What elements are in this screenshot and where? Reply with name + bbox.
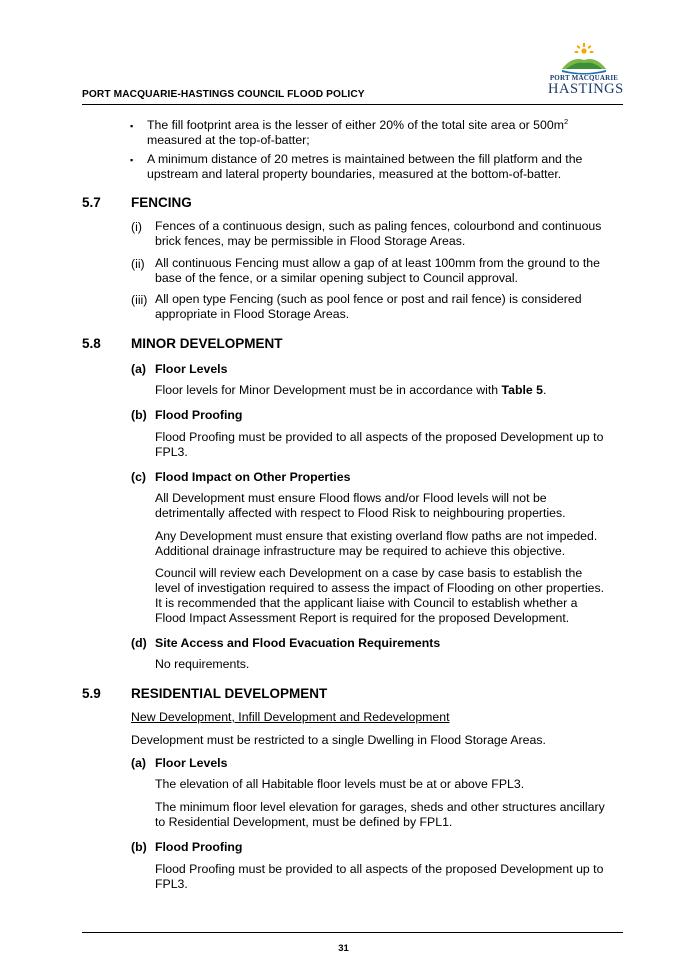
council-logo bbox=[548, 42, 624, 100]
paragraph: FPL3. bbox=[155, 877, 188, 891]
section-number: 5.9 bbox=[82, 686, 101, 701]
paragraph: Flood Proofing must be provided to all aspects of the proposed Development up to bbox=[155, 862, 604, 876]
subsection-heading: Flood Impact on Other Properties bbox=[155, 470, 351, 484]
page-number: 31 bbox=[338, 943, 349, 954]
paragraph: Development must be restricted to a single Dwelling in Flood Storage Areas. bbox=[131, 733, 546, 747]
list-text: All continuous Fencing must allow a gap of at least 100mm from the ground to the bbox=[155, 256, 600, 270]
header-divider bbox=[82, 104, 623, 105]
list-marker: (ii) bbox=[131, 257, 145, 271]
paragraph: detrimentally affected with respect to Flood Risk to neighbouring properties. bbox=[155, 506, 566, 520]
bullet-line: A minimum distance of 20 metres is maintained between the fill platform and the bbox=[147, 152, 583, 166]
paragraph: All Development must ensure Flood flows and/or Flood levels will not be bbox=[155, 491, 547, 505]
section-heading: RESIDENTIAL DEVELOPMENT bbox=[131, 686, 328, 701]
bullet-line: upstream and lateral property boundaries, measured at the bottom-of-batter. bbox=[147, 167, 562, 181]
paragraph: FPL3. bbox=[155, 445, 188, 459]
subsection-heading: Flood Proofing bbox=[155, 840, 243, 854]
list-marker: (iii) bbox=[131, 293, 148, 307]
bullet-line: The fill footprint area is the lesser of either 20% of the total site area or $500m^2$ bbox=[147, 116, 569, 132]
paragraph: Council will review each Development on a case by case basis to establish the bbox=[155, 566, 583, 580]
subsection-marker: (a) bbox=[131, 756, 147, 770]
section-heading: MINOR DEVELOPMENT bbox=[131, 336, 283, 351]
paragraph: No requirements. bbox=[155, 657, 250, 671]
list-text: Fences of a continuous design, such as paling fences, colourbond and continuous bbox=[155, 219, 602, 233]
list-text: All open type Fencing (such as pool fence or post and rail fence) is considered bbox=[155, 292, 582, 306]
bullet-line: measured at the top-of-batter; bbox=[147, 133, 310, 147]
paragraph: Floor levels for Minor Development must be in accordance with Table 5. bbox=[155, 383, 547, 397]
paragraph: level of investigation required to assess the impact of Flooding on other properties. bbox=[155, 581, 605, 595]
list-text: base of the fence, or a similar opening subject to Council approval. bbox=[155, 271, 518, 285]
section-heading: FENCING bbox=[131, 195, 192, 210]
paragraph: It is recommended that the applicant liaise with Council to establish whether a bbox=[155, 596, 578, 610]
list-text: appropriate in Flood Storage Areas. bbox=[155, 307, 350, 321]
subsection-heading: Floor Levels bbox=[155, 756, 228, 770]
subsection-heading: Flood Proofing bbox=[155, 408, 243, 422]
paragraph: Flood Proofing must be provided to all aspects of the proposed Development up to bbox=[155, 430, 604, 444]
subsection-heading: Site Access and Flood Evacuation Requirements bbox=[155, 636, 441, 650]
logo-text-top: PORT MACQUARIE bbox=[549, 74, 619, 82]
list-text: brick fences, may be permissible in Flood Storage Areas. bbox=[155, 234, 466, 248]
paragraph: Additional drainage infrastructure may be required to achieve this objective. bbox=[155, 544, 566, 558]
paragraph: to Residential Development, must be defined by FPL1. bbox=[155, 815, 453, 829]
footer-divider bbox=[82, 932, 623, 933]
paragraph: Flood Impact Assessment Report is required for the proposed Development. bbox=[155, 611, 570, 625]
subsection-marker: (b) bbox=[131, 840, 147, 854]
paragraph: The elevation of all Habitable floor levels must be at or above FPL3. bbox=[155, 777, 525, 791]
section-subtitle: New Development, Infill Development and Redevelopment bbox=[131, 710, 450, 724]
list-marker: (i) bbox=[131, 220, 142, 234]
subsection-marker: (d) bbox=[131, 636, 147, 650]
bullet-icon: ▪ bbox=[130, 121, 134, 131]
subsection-heading: Floor Levels bbox=[155, 362, 228, 376]
paragraph: The minimum floor level elevation for garages, sheds and other structures ancillary bbox=[155, 800, 605, 814]
section-number: 5.8 bbox=[82, 336, 101, 351]
paragraph: Any Development must ensure that existing overland flow paths are not impeded. bbox=[155, 529, 598, 543]
subsection-marker: (a) bbox=[131, 362, 147, 376]
document-title: PORT MACQUARIE-HASTINGS COUNCIL FLOOD POLICY bbox=[82, 89, 365, 100]
section-number: 5.7 bbox=[82, 195, 101, 210]
subsection-marker: (b) bbox=[131, 408, 147, 422]
logo-text-main: HASTINGS bbox=[548, 81, 624, 97]
subsection-marker: (c) bbox=[131, 470, 147, 484]
bullet-icon: ▪ bbox=[130, 155, 134, 165]
sun-hills-icon bbox=[548, 42, 620, 76]
